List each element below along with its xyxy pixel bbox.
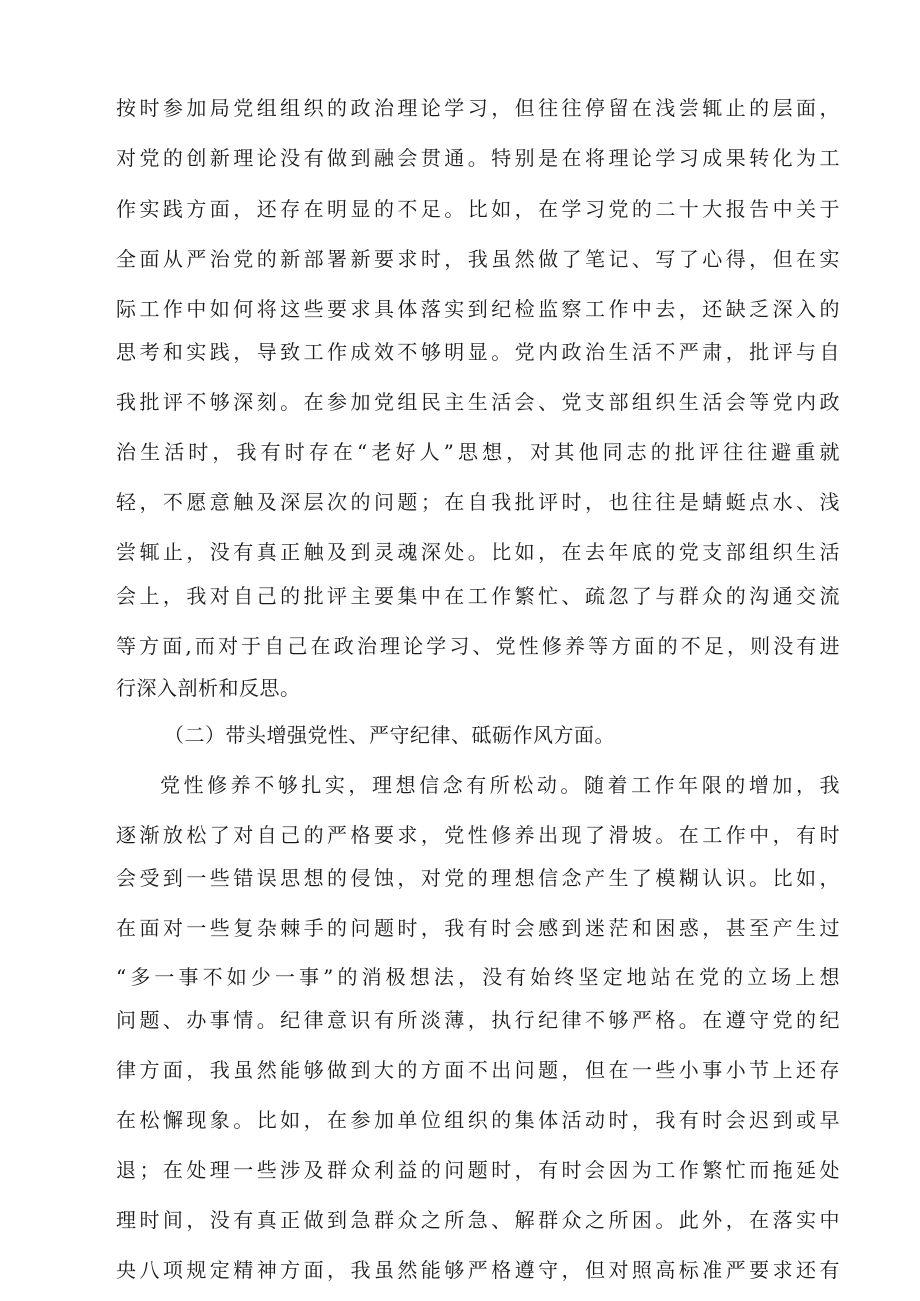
paragraph-line: 按时参加局党组组织的政治理论学习，但往往停留在浅尝辄止的层面， xyxy=(116,96,840,120)
paragraph-line: 我批评不够深刻。在参加党组民主生活会、党支部组织生活会等党内政 xyxy=(116,390,840,414)
paragraph-line: 退；在处理一些涉及群众利益的问题时，有时会因为工作繁忙而拖延处 xyxy=(116,1158,840,1182)
paragraph-line: 行深入剖析和反思。 xyxy=(116,676,301,700)
section-heading: （二）带头增强党性、严守纪律、砥砺作风方面。 xyxy=(164,723,615,747)
paragraph-line: “多一事不如少一事”的消极想法，没有始终坚定地站在党的立场上想 xyxy=(116,965,840,989)
paragraph-line: 等方面,而对于自己在政治理论学习、党性修养等方面的不足，则没有进 xyxy=(116,634,840,658)
paragraph-line: 逐渐放松了对自己的严格要求，党性修养出现了滑坡。在工作中，有时 xyxy=(116,823,840,847)
paragraph-line: 会上，我对自己的批评主要集中在工作繁忙、疏忽了与群众的沟通交流 xyxy=(116,584,840,608)
paragraph-line: 在面对一些复杂棘手的问题时，我有时会感到迷茫和困惑，甚至产生过 xyxy=(116,916,840,940)
paragraph-line: 问题、办事情。纪律意识有所淡薄，执行纪律不够严格。在遵守党的纪 xyxy=(116,1008,840,1032)
paragraph-line: 在松懈现象。比如，在参加单位组织的集体活动时，我有时会迟到或早 xyxy=(116,1108,840,1132)
paragraph-line: 律方面，我虽然能够做到大的方面不出问题，但在一些小事小节上还存 xyxy=(116,1058,840,1082)
paragraph-line: 对党的创新理论没有做到融会贯通。特别是在将理论学习成果转化为工 xyxy=(116,146,840,170)
paragraph-line: 央八项规定精神方面，我虽然能够严格遵守，但对照高标准严要求还有 xyxy=(116,1258,840,1282)
paragraph-line: 际工作中如何将这些要求具体落实到纪检监察工作中去，还缺乏深入的 xyxy=(116,297,840,321)
paragraph-line: 轻，不愿意触及深层次的问题；在自我批评时，也往往是蜻蜓点水、浅 xyxy=(116,490,840,514)
paragraph-line: 思考和实践，导致工作成效不够明显。党内政治生活不严肃，批评与自 xyxy=(116,340,840,364)
paragraph-line: 全面从严治党的新部署新要求时，我虽然做了笔记、写了心得，但在实 xyxy=(116,247,840,271)
paragraph-line: 作实践方面，还存在明显的不足。比如，在学习党的二十大报告中关于 xyxy=(116,197,840,221)
paragraph-line: 治生活时，我有时存在“老好人”思想，对其他同志的批评往往避重就 xyxy=(116,440,840,464)
paragraph-line: 党性修养不够扎实，理想信念有所松动。随着工作年限的增加，我 xyxy=(160,773,840,797)
paragraph-line: 理时间，没有真正做到急群众之所急、解群众之所困。此外，在落实中 xyxy=(116,1208,840,1232)
paragraph-line: 尝辄止，没有真正触及到灵魂深处。比如，在去年底的党支部组织生活 xyxy=(116,540,840,564)
paragraph-line: 会受到一些错误思想的侵蚀，对党的理想信念产生了模糊认识。比如， xyxy=(116,866,840,890)
